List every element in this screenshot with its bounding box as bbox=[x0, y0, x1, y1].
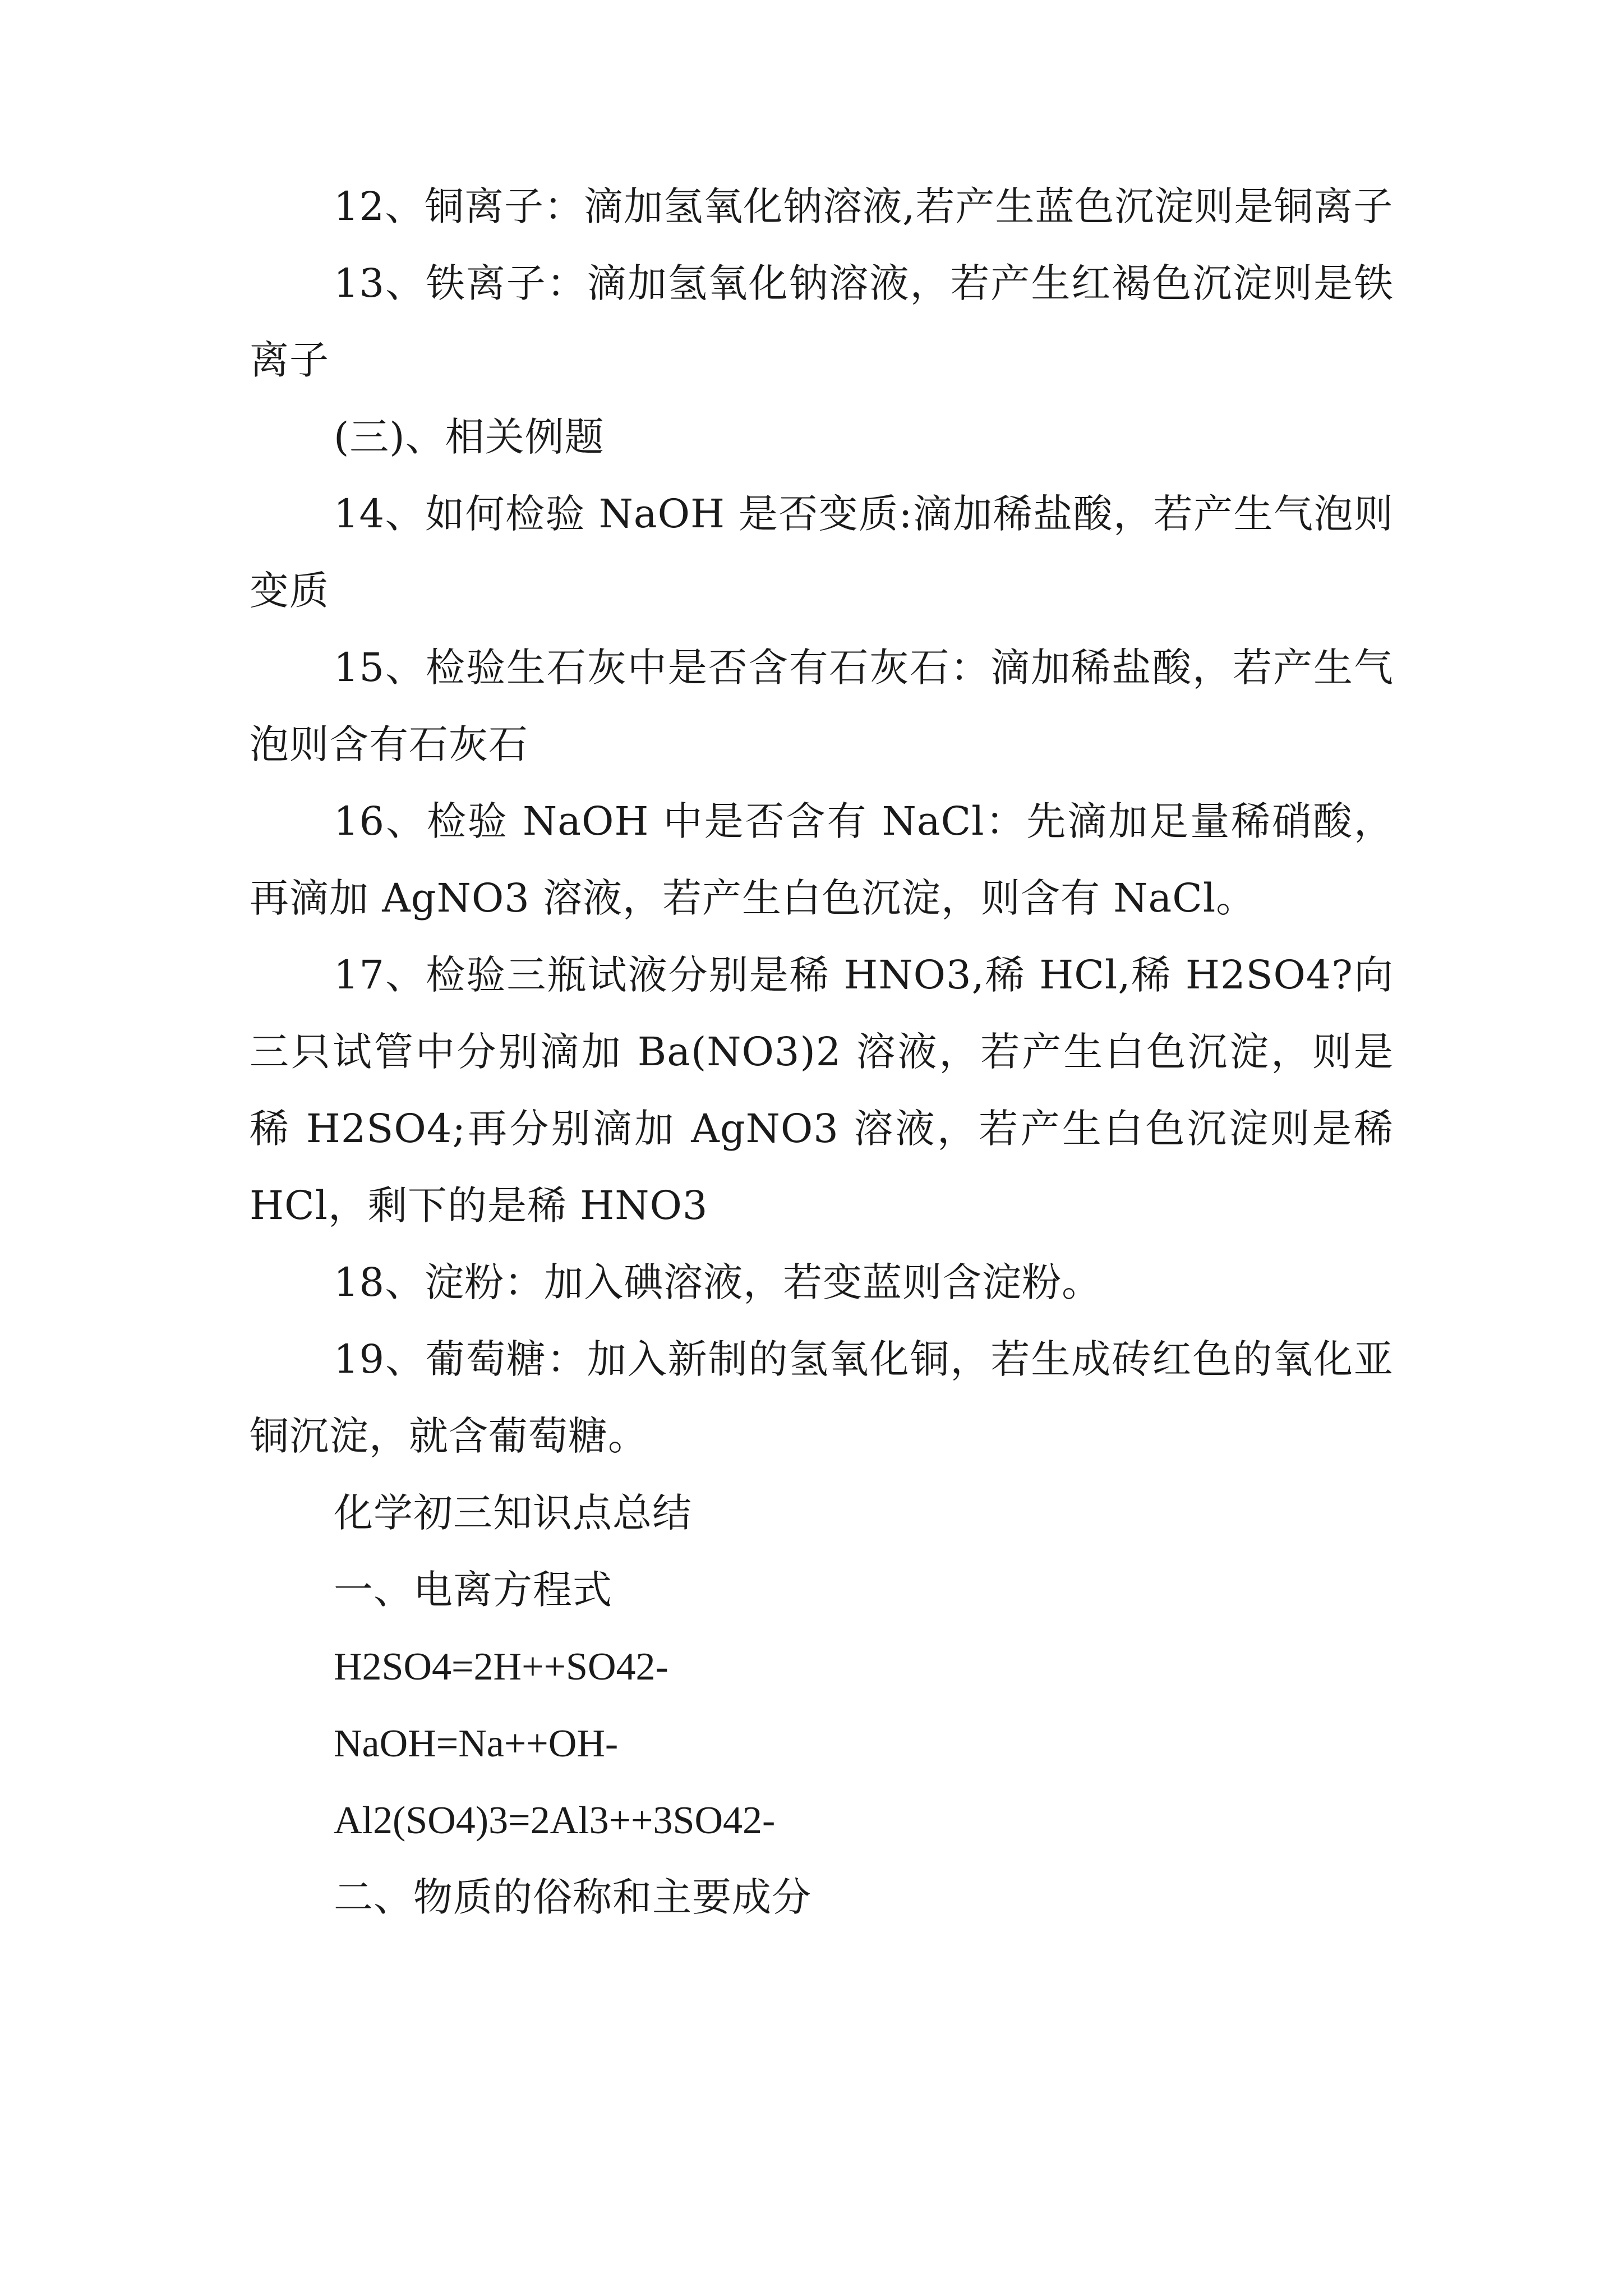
paragraph-three-acids: 17、检验三瓶试液分别是稀 HNO3,稀 HCl,稀 H2SO4?向三只试管中分别滴加 Ba(NO3)2 溶液，若产生白色沉淀，则是稀 H2SO4;再分别滴加 AgNO3 溶液，若产生白色沉淀则是稀 HCl，剩下的是稀 HNO3 bbox=[250, 952, 1394, 1228]
paragraph-starch: 18、淀粉：加入碘溶液，若变蓝则含淀粉。 bbox=[334, 1259, 1102, 1305]
paragraph-glucose: 19、葡萄糖：加入新制的氢氧化铜，若生成砖红色的氧化亚铜沉淀，就含葡萄糖。 bbox=[250, 1336, 1394, 1459]
section-heading-examples: (三)、相关例题 bbox=[334, 414, 605, 460]
section-heading-common-names: 二、物质的俗称和主要成分 bbox=[334, 1874, 811, 1920]
formula-sulfuric-acid: H2SO4=2H++SO42- bbox=[334, 1645, 668, 1688]
formula-aluminum-sulfate: Al2(SO4)3=2Al3++3SO42- bbox=[334, 1799, 776, 1842]
paragraph-quicklime-limestone: 15、检验生石灰中是否含有石灰石：滴加稀盐酸，若产生气泡则含有石灰石 bbox=[250, 645, 1394, 767]
paragraph-iron-ion: 13、铁离子：滴加氢氧化钠溶液，若产生红褐色沉淀则是铁离子 bbox=[250, 260, 1394, 383]
paragraph-naoh-nacl: 16、检验 NaOH 中是否含有 NaCl：先滴加足量稀硝酸，再滴加 AgNO3 溶液，若产生白色沉淀，则含有 NaCl。 bbox=[250, 798, 1394, 921]
paragraph-copper-ion: 12、铜离子：滴加氢氧化钠溶液,若产生蓝色沉淀则是铜离子 bbox=[334, 183, 1394, 229]
document-page bbox=[250, 168, 1394, 1936]
section-title-summary: 化学初三知识点总结 bbox=[334, 1490, 692, 1536]
paragraph-naoh-deterioration: 14、如何检验 NaOH 是否变质:滴加稀盐酸，若产生气泡则变质 bbox=[250, 491, 1394, 614]
section-heading-ionization: 一、电离方程式 bbox=[334, 1567, 612, 1613]
formula-sodium-hydroxide: NaOH=Na++OH- bbox=[334, 1722, 619, 1765]
